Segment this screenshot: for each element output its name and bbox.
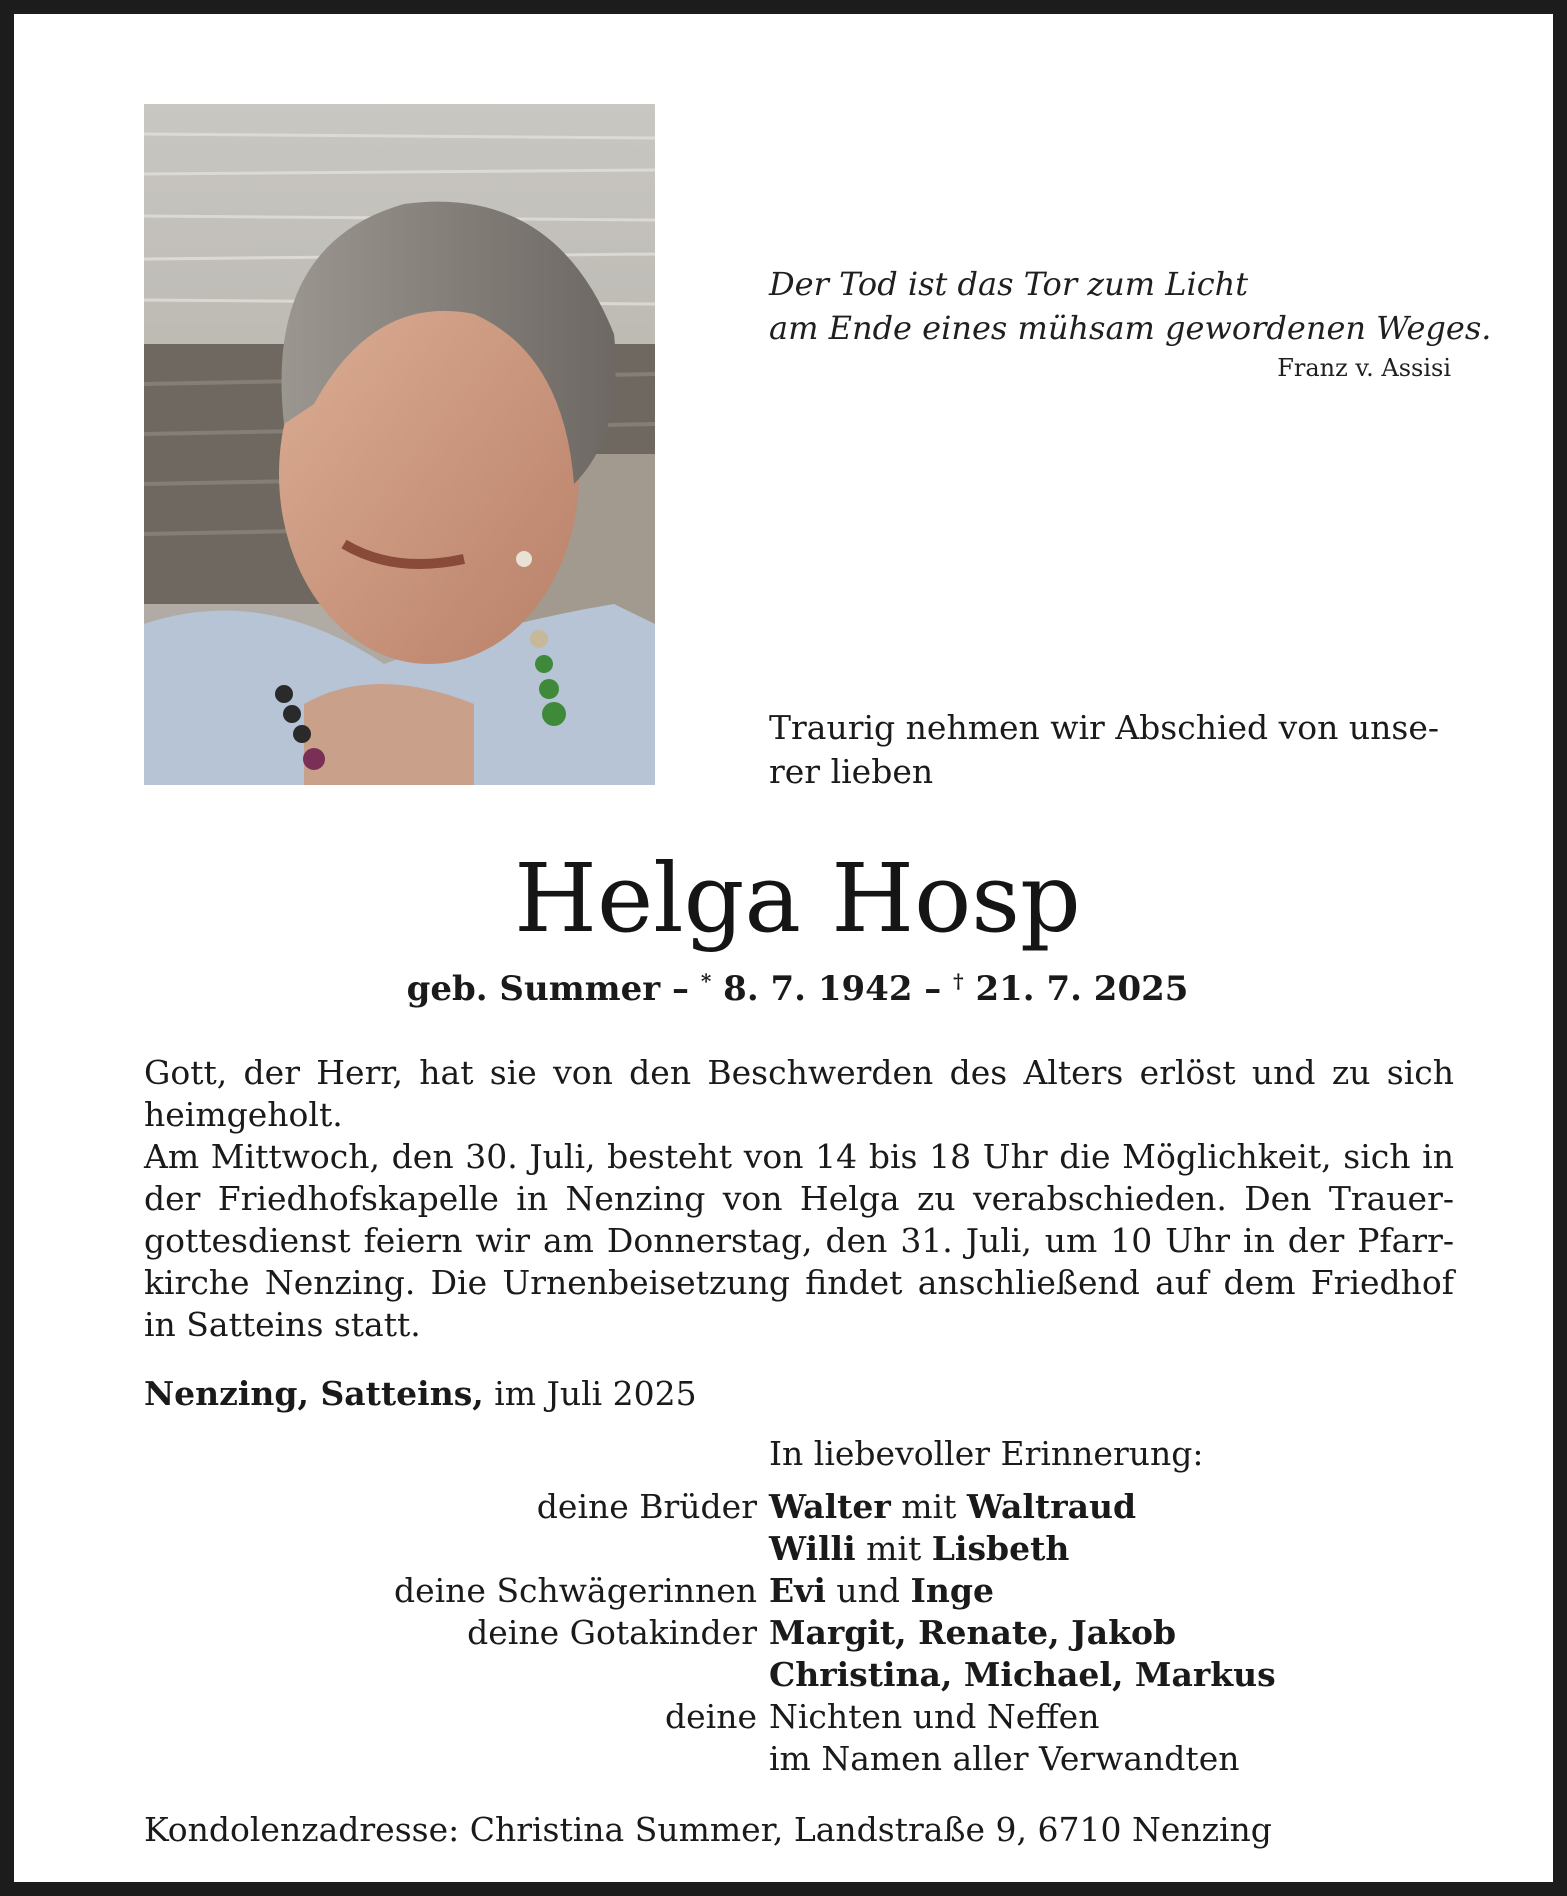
family-names — [769, 1738, 1239, 1780]
text-line: in Satteins statt. — [144, 1305, 421, 1344]
text-line: heimgeholt. — [144, 1095, 343, 1134]
family-connector: mit — [855, 1529, 932, 1568]
quote-line: am Ende eines mühsam gewordenen Weges. — [769, 309, 1492, 347]
family-list — [144, 1486, 1454, 1780]
family-member-name: Christina, Michael, Markus — [769, 1655, 1276, 1694]
family-member-name: Willi — [769, 1529, 856, 1568]
family-row — [144, 1570, 1454, 1612]
family-connector: Nichten und Neffen — [769, 1697, 1100, 1736]
intro-line: Traurig nehmen wir Abschied von unse- — [769, 708, 1440, 747]
family-connector: mit — [890, 1487, 967, 1526]
family-names — [769, 1528, 1069, 1570]
family-relation — [144, 1654, 769, 1696]
place-names: Nenzing, Satteins, — [144, 1374, 484, 1413]
portrait-photo — [144, 104, 655, 785]
death-symbol: † — [953, 969, 964, 993]
family-row — [144, 1738, 1454, 1780]
family-row — [144, 1612, 1454, 1654]
birth-date: 8. 7. 1942 – — [711, 969, 954, 1009]
text-line: kirche Nenzing. Die Urnenbeisetzung findet anschließend auf dem Friedhof — [144, 1263, 1454, 1302]
intro-text — [769, 706, 1459, 794]
text-line: der Friedhofskapelle in Nenzing von Helga zu verabschieden. Den Trauer- — [144, 1179, 1454, 1218]
birth-symbol: * — [700, 969, 712, 993]
family-member-name: Margit, Renate, Jakob — [769, 1613, 1177, 1652]
memory-heading: In liebevoller Erinnerung: — [769, 1434, 1204, 1473]
quote — [769, 262, 1492, 350]
place-and-date — [144, 1374, 697, 1413]
quote-author: Franz v. Assisi — [1277, 354, 1451, 382]
family-row — [144, 1528, 1454, 1570]
maiden-name: geb. Summer – — [406, 969, 701, 1009]
family-row — [144, 1654, 1454, 1696]
family-names — [769, 1486, 1136, 1528]
deceased-name: Helga Hosp — [514, 844, 1081, 954]
month-year: im Juli 2025 — [483, 1374, 697, 1413]
text-line: Gott, der Herr, hat sie von den Beschwerden des Alters erlöst und zu sich — [144, 1053, 1454, 1092]
intro-line: rer lieben — [769, 752, 934, 791]
family-member-name: Lisbeth — [931, 1529, 1070, 1568]
life-dates — [14, 969, 1567, 1009]
family-member-name: Waltraud — [966, 1487, 1137, 1526]
condolence-address: Kondolenzadresse: Christina Summer, Landstraße 9, 6710 Nenzing — [144, 1810, 1272, 1849]
family-names — [769, 1570, 994, 1612]
family-names — [769, 1696, 1099, 1738]
family-relation: deine Gotakinder — [467, 1613, 757, 1652]
family-member-name: Walter — [769, 1487, 891, 1526]
death-date: 21. 7. 2025 — [963, 969, 1189, 1009]
family-relation: deine — [665, 1697, 757, 1736]
family-row — [144, 1696, 1454, 1738]
family-member-name: Inge — [910, 1571, 994, 1610]
family-relation: deine Schwägerinnen — [393, 1571, 757, 1610]
family-names — [769, 1612, 1176, 1654]
family-member-name: Evi — [769, 1571, 826, 1610]
family-relation — [144, 1738, 769, 1780]
family-relation: deine Brüder — [536, 1487, 757, 1526]
family-connector: und — [825, 1571, 911, 1610]
quote-line: Der Tod ist das Tor zum Licht — [769, 265, 1249, 303]
family-names — [769, 1654, 1276, 1696]
announcement-text — [144, 1052, 1454, 1346]
text-line: gottesdienst feiern wir am Donnerstag, den 31. Juli, um 10 Uhr in der Pfarr- — [144, 1221, 1454, 1260]
family-connector: im Namen aller Verwandten — [769, 1739, 1240, 1778]
family-row — [144, 1486, 1454, 1528]
family-relation — [144, 1528, 769, 1570]
text-line: Am Mittwoch, den 30. Juli, besteht von 14 bis 18 Uhr die Möglichkeit, sich in — [144, 1137, 1454, 1176]
